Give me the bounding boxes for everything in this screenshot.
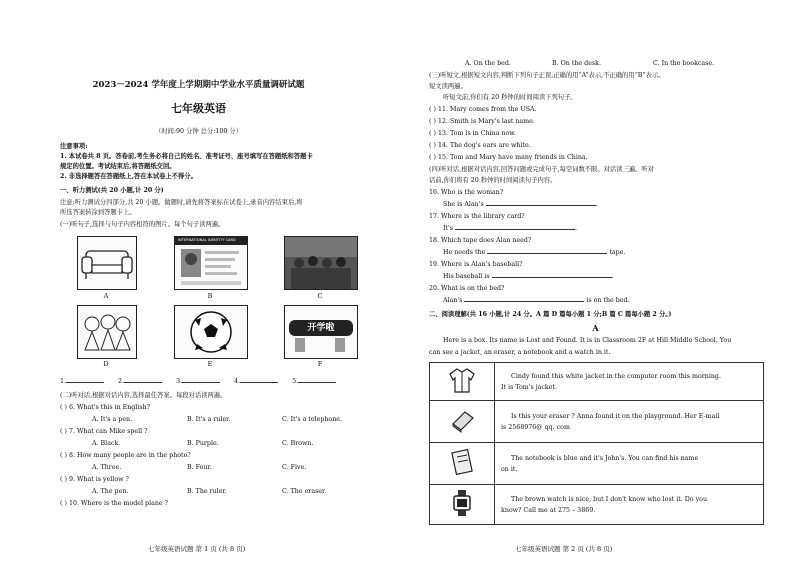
fill-question: 19. Where is Alan's baseball? [429, 261, 523, 268]
row-text: Is this your eraser ? Anna found it on the playground. Her E-mail [511, 412, 720, 420]
section4-instruction: 话前,你们将有 20 秒钟的时间阅读句子内容。 [429, 177, 557, 184]
picture-f-banner [284, 305, 358, 359]
table-text-cell [495, 485, 764, 525]
picture-a-sofa [77, 236, 137, 290]
answer-paren[interactable]: ( ) [429, 130, 436, 137]
table-row [430, 443, 764, 485]
answer-paren[interactable]: ( ) [429, 142, 436, 149]
question-10 [60, 500, 168, 508]
option-c: C. In the bookcase. [653, 60, 715, 67]
answer-blank-row [60, 378, 336, 386]
answer-blank[interactable] [240, 382, 278, 383]
fill-prefix: Alan's [443, 297, 463, 304]
page-footer: 七年级英语试题 第 2 页 (共 8 页) [515, 545, 613, 553]
table-icon-cell [430, 401, 495, 443]
section4-instruction: (四)听对话,根据对话内容,回答问题或完成句子,每空词数不限。对话读三遍。听对 [429, 166, 655, 173]
section3-instruction: (三)听短文,根据短文内容,判断下列句子正误,正确的用“A”表示,不正确的用“B”表示。 [429, 72, 665, 79]
question-stem: 10. Where is the model plane ? [68, 500, 168, 507]
table-row [430, 363, 764, 401]
answer-number: 3. [176, 378, 183, 385]
notebook-icon [447, 447, 477, 477]
fill-blank[interactable] [455, 229, 575, 230]
fill-answer-line [443, 249, 625, 257]
table-icon-cell [430, 363, 495, 401]
fill-blank[interactable] [487, 253, 607, 254]
picture-label: F [317, 360, 323, 368]
option-a: A. The pen. [92, 488, 129, 495]
question-9 [60, 476, 129, 484]
option-b: B. On the desk. [552, 60, 601, 67]
question-stem: 7. What can Mike spell ? [68, 428, 148, 435]
question-7 [60, 428, 148, 436]
tf-text: 15. Tom and Mary have many friends in China. [437, 154, 588, 161]
passage-intro: can see a jacket, an eraser, a notebook and a watch in it. [429, 349, 611, 356]
tf-item [429, 118, 535, 126]
passage-intro: Here is a box. Its name is Lost and Found. It is in Classroom 2F at Hill Middle School. You [443, 337, 732, 344]
fill-answer-line [443, 297, 630, 305]
answer-paren[interactable]: ( ) [60, 452, 67, 459]
row-text: Cindy found this white jacket in the computer room this morning. [511, 372, 721, 380]
id-card-heading: INTERNATIONAL IDENTITY CARD [178, 238, 236, 242]
table-row [430, 401, 764, 443]
picture-label: C [317, 292, 323, 300]
section3-instruction: 听短文前,你们有 20 秒钟的时间阅读下列句子。 [443, 94, 577, 101]
answer-paren[interactable]: ( ) [60, 500, 67, 507]
sofa-icon [78, 237, 136, 289]
jacket-icon [447, 366, 477, 394]
question-stem: 9. What is yellow ? [68, 476, 129, 483]
answer-blank[interactable] [124, 382, 162, 383]
option-c: C. It's a telephone. [282, 416, 342, 423]
time-score: （时间:90 分钟 总分:100 分） [155, 128, 242, 135]
fill-question: 18. Which tape does Alan need? [429, 237, 532, 244]
fill-suffix: . [611, 273, 614, 280]
note-line: 1. 本试卷共 8 页。答卷前,考生务必将自己的姓名、准考证号、座号填写在答题纸和答题卡 [60, 153, 313, 160]
tf-text: 13. Tom is in China now. [437, 130, 516, 137]
option-b: B. Purple. [187, 440, 219, 447]
answer-paren[interactable]: ( ) [60, 404, 67, 411]
fill-question: 20. What is on the bed? [429, 285, 505, 292]
question-stem: 8. How many people are in the photo? [68, 452, 191, 459]
part1-note: 所选答案转涂到答题卡上。 [60, 209, 136, 216]
fill-answer-line [443, 273, 614, 281]
table-text-cell [495, 443, 764, 485]
fill-prefix: His baseball is [443, 273, 490, 280]
notes-heading: 注意事项: [60, 143, 88, 150]
answer-blank[interactable] [66, 382, 104, 383]
tf-text: 14. The dog's ears are white. [437, 142, 531, 149]
answer-paren[interactable]: ( ) [429, 106, 436, 113]
fill-prefix: She is Alan's [443, 201, 484, 208]
picture-d-kids [77, 305, 137, 359]
note-line: 2. 非选择题答在答题纸上,答在本试卷上不得分。 [60, 173, 197, 180]
row-text: on it. [501, 465, 518, 473]
answer-number: 1. [60, 378, 67, 385]
row-text: The brown watch is nice, but I don't know who lost it. Do you [511, 495, 707, 503]
fill-suffix: is on the bed. [586, 297, 630, 304]
answer-blank[interactable] [182, 382, 220, 383]
option-c: C. The eraser. [282, 488, 327, 495]
option-b: B. It's a ruler. [187, 416, 231, 423]
tf-text: 12. Smith is Mary's last name. [437, 118, 535, 125]
picture-e-soccer-ball [174, 305, 248, 359]
exam-title: 2023－2024 学年度上学期期中学业水平质量调研试题 [92, 80, 305, 90]
option-a: A. Black. [92, 440, 121, 447]
answer-paren[interactable]: ( ) [60, 428, 67, 435]
answer-paren[interactable]: ( ) [429, 154, 436, 161]
section2-instruction: (二)听对话,根据对话内容,选择最佳答案。每段对话读两遍。 [60, 392, 227, 399]
picture-b-id-card [174, 236, 248, 290]
picture-c-crowd-photo [284, 236, 358, 290]
option-a: A. It's a pen. [92, 416, 133, 423]
tf-item [429, 106, 537, 114]
row-text: It is Tom's jacket. [501, 383, 558, 391]
row-text: The notebook is blue and it's John's. You can find his name [511, 454, 699, 462]
picture-label: A [103, 292, 109, 300]
fill-suffix: . [575, 225, 578, 232]
subject-title: 七年级英语 [171, 102, 226, 115]
fill-suffix: . [595, 201, 598, 208]
fill-blank[interactable] [464, 301, 584, 302]
table-icon-cell [430, 485, 495, 525]
note-line: 规定的位置。考试结束后,将答题纸交回。 [60, 163, 176, 170]
table-text-cell [495, 363, 764, 401]
answer-number: 5. [292, 378, 299, 385]
tf-item [429, 154, 588, 162]
page-footer: 七年级英语试题 第 1 页 (共 8 页) [148, 545, 246, 553]
option-a: A. Three. [92, 464, 122, 471]
fill-prefix: He needs the [443, 249, 486, 256]
answer-paren[interactable]: ( ) [60, 476, 67, 483]
answer-blank[interactable] [298, 382, 336, 383]
option-b: B. Four. [187, 464, 212, 471]
fill-blank[interactable] [492, 277, 612, 278]
section1-instruction: (一)听句子,选择与句子内容相符的图片。每个句子读两遍。 [60, 221, 225, 228]
watch-icon [447, 488, 477, 518]
lost-found-table [429, 362, 764, 525]
table-row [430, 485, 764, 525]
part1-note: 注意:听力测试分四部分,共 20 小题。做题时,请先将答案标在试卷上,录音内容结束后,将 [60, 199, 303, 206]
tf-item [429, 142, 531, 150]
table-icon-cell [430, 443, 495, 485]
fill-question: 17. Where is the library card? [429, 213, 525, 220]
fill-answer-line [443, 225, 577, 233]
picture-label: E [207, 360, 213, 368]
question-6 [60, 404, 150, 412]
row-text: is 2568976@ qq. com [501, 423, 570, 431]
banner-text: 开学啦 [307, 323, 335, 333]
option-a: A. On the bed. [465, 60, 511, 67]
exam-page-2 [397, 0, 794, 562]
section3-instruction: 短文读两遍。 [429, 83, 467, 90]
soccer-ball-icon [175, 306, 247, 358]
table-text-cell [495, 401, 764, 443]
fill-prefix: It's [443, 225, 453, 232]
answer-number: 4. [234, 378, 241, 385]
tf-item [429, 130, 516, 138]
picture-label: B [207, 292, 213, 300]
fill-suffix: tape. [609, 249, 626, 256]
fill-answer-line [443, 201, 598, 209]
part1-heading: 一、听力测试(共 20 小题,计 20 分) [60, 187, 164, 194]
question-stem: 6. What's this in English? [68, 404, 151, 411]
part2-heading: 二、阅读理解(共 16 小题,计 24 分。A 篇 D 篇每小题 1 分;B 篇 C 篇每小题 2 分。) [429, 311, 672, 318]
option-c: C. Five. [282, 464, 307, 471]
eraser-icon [447, 406, 477, 434]
fill-blank[interactable] [486, 205, 596, 206]
tf-text: 11. Mary comes from the USA. [437, 106, 537, 113]
picture-label: D [103, 360, 109, 368]
passage-label: A [592, 323, 599, 333]
option-c: C. Brown. [282, 440, 314, 447]
answer-paren[interactable]: ( ) [429, 118, 436, 125]
fill-question: 16. Who is the woman? [429, 189, 504, 196]
question-8 [60, 452, 191, 460]
row-text: know? Call me at 275 – 3869. [501, 506, 596, 514]
answer-number: 2. [118, 378, 125, 385]
option-b: B. The ruler. [187, 488, 227, 495]
